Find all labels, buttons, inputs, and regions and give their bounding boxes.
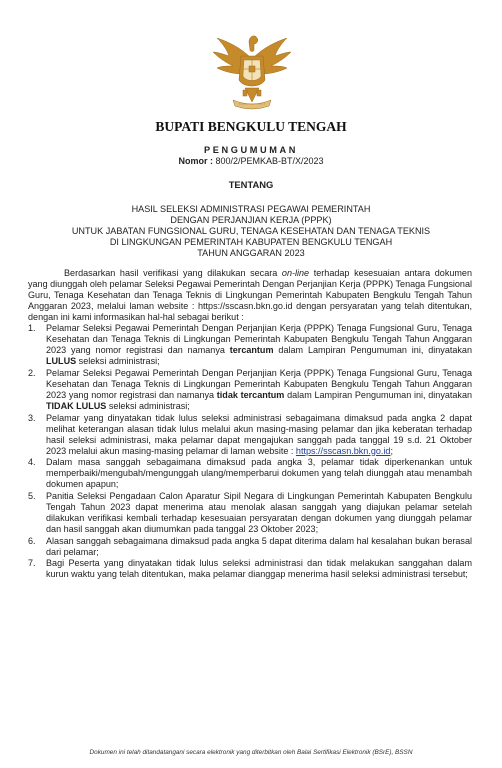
list-item <box>28 413 472 457</box>
item-text: seleksi administrasi; <box>106 401 190 412</box>
about-heading: TENTANG <box>228 179 274 190</box>
sscasn-link[interactable]: https://sscasn.bkn.go.id <box>295 445 391 456</box>
item-text: Alasan sanggah sebagaimana dimaksud pada angka 5 dapat diterima dalam hal kesalahan bukan berasal dari pelamar; <box>46 535 472 557</box>
item-text: dalam Lampiran Pengumuman ini, dinyatakan <box>273 345 472 356</box>
item-text: Bagi Peserta yang dinyatakan tidak lulus seleksi administrasi dan tidak melakukan sanggahan dalam kurun waktu yang telah ditentukan, maka pelamar dianggap menerima hasil seleksi administrasi tersebut; <box>46 558 472 580</box>
list-marker: 2. <box>28 367 36 378</box>
announcement-number <box>0 156 502 166</box>
document-body <box>28 268 472 581</box>
announcement-list <box>28 323 472 580</box>
item-text: dalam Lampiran Pengumuman ini, dinyatakan <box>284 390 473 401</box>
list-marker: 1. <box>28 323 36 334</box>
list-item <box>28 368 472 412</box>
item-text: Panitia Seleksi Pengadaan Calon Aparatur Sipil Negara di Lingkungan Pemerintah Kabupaten Bengkulu Tengah Tahun 2023 dapat menerima atau menolak alasan sanggah yang diajukan pelamar setelah dilakukan verifikasi kembali terhadap kesesuaian persyaratan dengan dokumen yang diunggah pelamar dan hasil sanggah akan diumumkan pada tanggal 23 Oktober 2023; <box>46 490 472 535</box>
item-bold-text: TIDAK LULUS <box>46 401 107 412</box>
number-value: 800/2/PEMKAB-BT/X/2023 <box>215 156 324 166</box>
announcement-heading: PENGUMUMAN <box>204 145 298 155</box>
item-text: Pelamar Seleksi Pegawai Pemerintah Dengan Perjanjian Kerja (PPPK) Tenaga Fungsional Guru, Tenaga Kesehatan dan Tenaga Teknis di Lingkungan Pemerintah Kabupaten Bengkulu Tengah Tahun Anggaran 2023 yang nomor registrasi dan namanya <box>46 367 472 401</box>
list-marker: 7. <box>28 558 36 569</box>
list-marker: 6. <box>28 535 36 546</box>
garuda-pancasila-emblem-icon <box>207 28 297 112</box>
regent-title: BUPATI BENGKULU TENGAH <box>155 119 347 134</box>
intro-text: terhadap kesesuaian antara dokumen yang diunggah oleh pelamar Seleksi Pegawai Pemerintah Dengan Perjanjian Kerja (PPPK) Tenaga Fungsional Guru, Tenaga Kesehatan dan Tenaga Teknis di Lingkungan Pemerintah Kabupaten Bengkulu Tengah Tahun Anggaran 2023, melalui laman website : https://sscasn.bkn.go.id dengan persyaratan yang telah ditentukan, dengan ini kami informasikan hal-hal sebagai berikut : <box>28 268 472 323</box>
list-marker: 4. <box>28 457 36 468</box>
number-label: Nomor : <box>178 156 213 166</box>
list-item <box>28 558 472 580</box>
item-text: seleksi administrasi; <box>76 356 160 367</box>
subject-line: DENGAN PERJANJIAN KERJA (PPPK) <box>170 215 332 225</box>
list-marker: 5. <box>28 490 36 501</box>
subject-line: DI LINGKUNGAN PEMERINTAH KABUPATEN BENGKULU TENGAH <box>109 237 393 247</box>
item-bold-text: tidak tercantum <box>216 390 285 401</box>
intro-text: Berdasarkan hasil verifikasi yang dilakukan secara <box>64 268 282 278</box>
item-bold-text: tercantum <box>229 345 274 356</box>
electronic-signature-note: Dokumen ini telah ditandatangani secara elektronik yang diterbitkan oleh Balai Sertifikasi Elektronik (BSrE), BSSN <box>89 749 413 756</box>
item-text: Pelamar Seleksi Pegawai Pemerintah Dengan Perjanjian Kerja (PPPK) Tenaga Fungsional Guru, Tenaga Kesehatan dan Tenaga Teknis di Lingkungan Pemerintah Kabupaten Bengkulu Tengah Tahun Anggaran 2023 yang nomor registrasi dan namanya <box>46 323 472 356</box>
list-item <box>28 323 472 367</box>
intro-italic-text: on-line <box>281 268 310 278</box>
subject-line: UNTUK JABATAN FUNGSIONAL GURU, TENAGA KESEHATAN DAN TENAGA TEKNIS <box>71 226 431 236</box>
item-text: Pelamar yang dinyatakan tidak lulus seleksi administrasi sebagaimana dimaksud pada angka 2 dapat melihat keterangan alasan tidak lulus melalui akun masing-masing pelamar dan jika keberatan terhadap hasil seleksi administrasi, maka pelamar dapat mengajukan sanggah pada tanggal 19 s.d. 21 Oktober 2023 melalui akun masing-masing pelamar di laman website : <box>46 412 472 456</box>
subject-line: HASIL SELEKSI ADMINISTRASI PEGAWAI PEMERINTAH <box>131 204 371 214</box>
subject-line: TAHUN ANGGARAN 2023 <box>197 248 305 258</box>
item-text: ; <box>390 445 393 456</box>
item-bold-text: LULUS <box>46 356 77 367</box>
item-text: Dalam masa sanggah sebagaimana dimaksud pada angka 3, pelamar tidak diperkenankan untuk memperbaiki/mengubah/mengunggah ulang/memperbarui dokumen yang telah diunggah atau menambah dokumen apapun; <box>46 457 472 490</box>
list-marker: 3. <box>28 412 36 423</box>
intro-paragraph <box>28 268 472 323</box>
list-item <box>28 457 472 490</box>
list-item <box>28 491 472 535</box>
subject-block <box>20 204 482 259</box>
list-item <box>28 536 472 558</box>
